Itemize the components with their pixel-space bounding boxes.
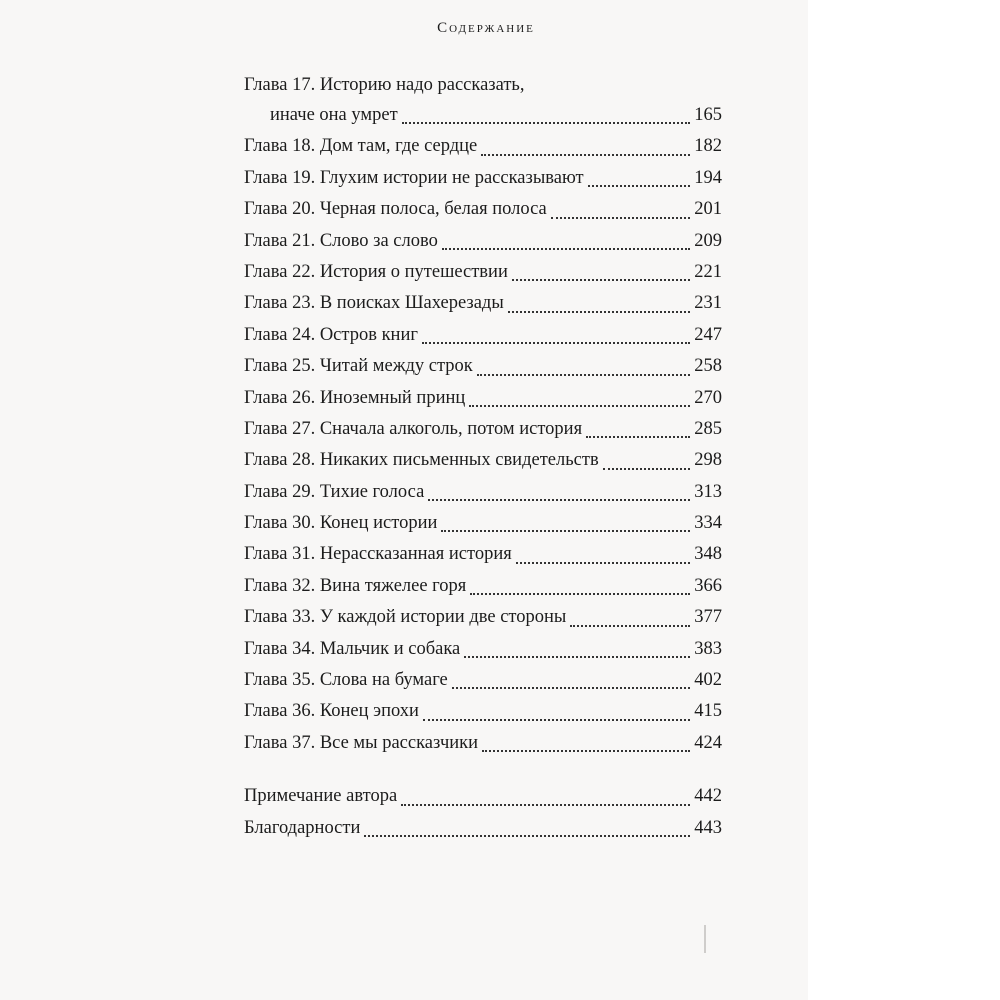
dot-leader — [442, 248, 690, 250]
toc-page-number: 247 — [694, 324, 722, 345]
toc-back-matter-entry — [244, 781, 722, 812]
toc-entry — [244, 414, 722, 445]
toc-page-number: 377 — [694, 607, 722, 628]
dot-leader — [464, 656, 690, 658]
toc-page-number: 194 — [694, 167, 722, 188]
dot-leader — [586, 436, 690, 438]
dot-leader — [402, 122, 691, 124]
dot-leader — [516, 562, 691, 564]
dot-leader — [469, 405, 690, 407]
toc-entry — [244, 571, 722, 602]
toc-entry — [244, 445, 722, 476]
table-of-contents — [244, 71, 722, 844]
toc-entry-continuation — [244, 100, 722, 131]
dot-leader — [401, 804, 690, 806]
toc-entry-title: Глава 30. Конец истории — [244, 513, 438, 534]
toc-entry-title: Глава 33. У каждой истории две стороны — [244, 607, 567, 628]
toc-entry-title: Глава 31. Нерассказанная история — [244, 544, 512, 565]
toc-entry — [244, 696, 722, 727]
toc-back-matter-entry — [244, 813, 722, 844]
toc-entry-title: Глава 24. Остров книг — [244, 324, 418, 345]
toc-entry-title: Глава 32. Вина тяжелее горя — [244, 575, 467, 596]
toc-page-number: 209 — [694, 230, 722, 251]
dot-leader — [481, 154, 690, 156]
toc-entry — [244, 257, 722, 288]
toc-page-number: 443 — [694, 817, 722, 838]
toc-heading: Содержание — [437, 20, 535, 36]
dot-leader — [441, 530, 690, 532]
dot-leader — [422, 342, 690, 344]
toc-entry — [244, 194, 722, 225]
section-gap — [244, 759, 722, 781]
toc-entry — [244, 131, 722, 162]
toc-entry-title: Глава 17. Историю надо рассказать, — [244, 75, 525, 95]
toc-page-number: 258 — [694, 356, 722, 377]
toc-page-number: 366 — [694, 575, 722, 596]
toc-entry-title-cont: иначе она умрет — [270, 104, 398, 125]
toc-entry-title: Примечание автора — [244, 786, 398, 807]
dot-leader — [428, 499, 690, 501]
page-edge-mark — [704, 925, 706, 953]
toc-entry-title: Глава 25. Читай между строк — [244, 356, 473, 377]
toc-page-number: 221 — [694, 261, 722, 282]
toc-page-number: 442 — [694, 786, 722, 807]
toc-entry-title: Глава 28. Никаких письменных свидетельств — [244, 450, 599, 471]
toc-entry-title: Глава 34. Мальчик и собака — [244, 638, 461, 659]
toc-page-number: 313 — [694, 481, 722, 502]
dot-leader — [482, 750, 690, 752]
toc-entry-title: Глава 20. Черная полоса, белая полоса — [244, 199, 547, 220]
dot-leader — [570, 625, 690, 627]
toc-entry — [244, 634, 722, 665]
toc-entry-title: Глава 18. Дом там, где сердце — [244, 136, 478, 157]
toc-page-number: 298 — [694, 450, 722, 471]
toc-page-number: 348 — [694, 544, 722, 565]
toc-page-number: 424 — [694, 732, 722, 753]
toc-entry-title: Глава 26. Иноземный принц — [244, 387, 466, 408]
toc-page-number: 231 — [694, 293, 722, 314]
dot-leader — [470, 593, 690, 595]
toc-entry — [244, 539, 722, 570]
toc-entry — [244, 163, 722, 194]
toc-entry-title: Глава 35. Слова на бумаге — [244, 670, 448, 691]
toc-entry — [244, 602, 722, 633]
toc-entry-title: Глава 36. Конец эпохи — [244, 701, 419, 722]
toc-page-number: 201 — [694, 199, 722, 220]
toc-entry — [244, 320, 722, 351]
dot-leader — [364, 835, 690, 837]
toc-page-number: 165 — [694, 104, 722, 125]
page-margin — [808, 0, 1000, 1000]
toc-page-number: 334 — [694, 513, 722, 534]
toc-entry-title: Глава 23. В поисках Шахерезады — [244, 293, 504, 314]
toc-page-number: 182 — [694, 136, 722, 157]
toc-entry-title: Глава 27. Сначала алкоголь, потом история — [244, 418, 583, 439]
toc-page-number: 285 — [694, 418, 722, 439]
dot-leader — [477, 374, 690, 376]
dot-leader — [588, 185, 691, 187]
toc-entry — [244, 351, 722, 382]
dot-leader — [603, 468, 691, 470]
toc-entry-title: Глава 21. Слово за слово — [244, 230, 438, 251]
dot-leader — [551, 217, 690, 219]
toc-entry — [244, 665, 722, 696]
toc-entry — [244, 728, 722, 759]
dot-leader — [423, 719, 690, 721]
toc-entry — [244, 383, 722, 414]
toc-page-number: 415 — [694, 701, 722, 722]
toc-entry — [244, 226, 722, 257]
toc-page-number: 383 — [694, 638, 722, 659]
toc-entry — [244, 477, 722, 508]
toc-entry-title: Глава 29. Тихие голоса — [244, 481, 425, 502]
toc-entry — [244, 71, 722, 100]
toc-entry-title: Благодарности — [244, 817, 361, 838]
dot-leader — [512, 279, 690, 281]
toc-page-number: 270 — [694, 387, 722, 408]
toc-entry-title: Глава 19. Глухим истории не рассказывают — [244, 167, 584, 188]
dot-leader — [452, 687, 690, 689]
toc-page-number: 402 — [694, 670, 722, 691]
toc-entry — [244, 288, 722, 319]
toc-entry — [244, 508, 722, 539]
toc-entry-title: Глава 22. История о путешествии — [244, 261, 508, 282]
toc-entry-title: Глава 37. Все мы рассказчики — [244, 732, 479, 753]
dot-leader — [508, 311, 690, 313]
